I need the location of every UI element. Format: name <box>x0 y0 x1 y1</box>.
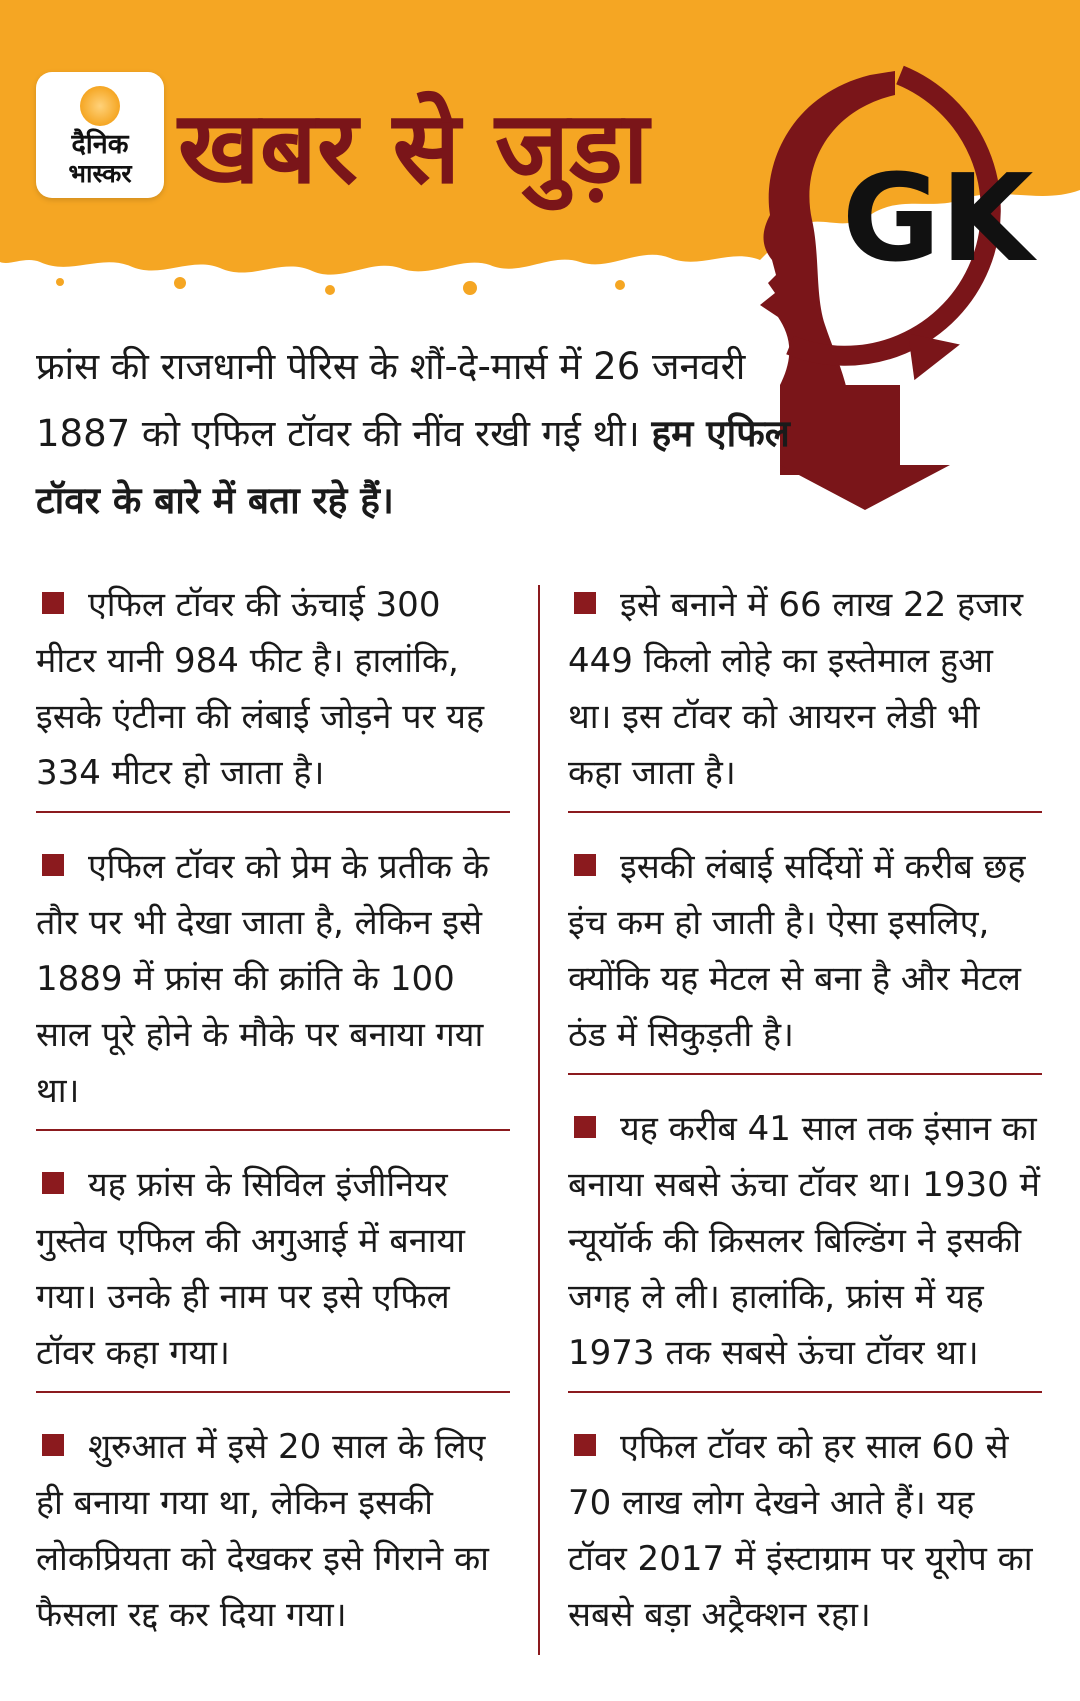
fact-text: एफिल टॉवर की ऊंचाई 300 मीटर यानी 984 फीट है। हालांकि, इसके एंटीना की लंबाई जोड़ने पर यह 334 मीटर हो जाता है। <box>36 585 485 793</box>
dainik-bhaskar-logo <box>36 72 164 198</box>
square-bullet-icon <box>42 1172 64 1194</box>
intro-text: फ्रांस की राजधानी पेरिस के शौं-दे-मार्स में 26 जनवरी 1887 को एफिल टॉवर की नींव रखी गई थी। <box>36 345 746 455</box>
intro-paragraph <box>36 333 796 534</box>
square-bullet-icon <box>574 1116 596 1138</box>
fact-item <box>568 1099 1042 1393</box>
square-bullet-icon <box>574 854 596 876</box>
fact-item <box>36 1417 510 1653</box>
square-bullet-icon <box>574 592 596 614</box>
right-column <box>568 575 1042 1653</box>
fact-text: इसकी लंबाई सर्दियों में करीब छह इंच कम हो जाती है। ऐसा इसलिए, क्योंकि यह मेटल से बना है और मेटल ठंड में सिकुड़ती है। <box>568 847 1026 1055</box>
fact-text: यह फ्रांस के सिविल इंजीनियर गुस्तेव एफिल की अगुआई में बनाया गया। उनके ही नाम पर इसे एफिल टॉवर कहा गया। <box>36 1165 465 1373</box>
square-bullet-icon <box>42 854 64 876</box>
fact-text: शुरुआत में इसे 20 साल के लिए ही बनाया गया था, लेकिन इसकी लोकप्रियता को देखकर इसे गिराने का फैसला रद्द कर दिया गया। <box>36 1427 489 1635</box>
fact-text: एफिल टॉवर को प्रेम के प्रतीक के तौर पर भी देखा जाता है, लेकिन इसे 1889 में फ्रांस की क्रांति के 100 साल पूरे होने के मौके पर बनाया गया था। <box>36 847 489 1111</box>
fact-text: यह करीब 41 साल तक इंसान का बनाया सबसे ऊंचा टॉवर था। 1930 में न्यूयॉर्क की क्रिसलर बिल्डिंग ने इसकी जगह ले ली। हालांकि, फ्रांस में यह 1973 तक सबसे ऊंचा टॉवर था। <box>568 1109 1040 1373</box>
fact-text: एफिल टॉवर को हर साल 60 से 70 लाख लोग देखने आते हैं। यह टॉवर 2017 में इंस्टाग्राम पर यूरोप का सबसे बड़ा अट्रैक्शन रहा। <box>568 1427 1033 1635</box>
gk-badge: GK <box>842 150 1034 289</box>
logo-line-1: दैनिक <box>71 129 129 160</box>
fact-item <box>36 575 510 813</box>
square-bullet-icon <box>42 1434 64 1456</box>
sun-icon <box>80 86 120 126</box>
square-bullet-icon <box>42 592 64 614</box>
fact-item <box>568 575 1042 813</box>
column-divider <box>538 585 540 1655</box>
fact-text: इसे बनाने में 66 लाख 22 हजार 449 किलो लोहे का इस्तेमाल हुआ था। इस टॉवर को आयरन लेडी भी कहा जाता है। <box>568 585 1024 793</box>
fact-item <box>36 837 510 1131</box>
intro-bold-text: हम एफिल टॉवर के बारे में बता रहे हैं। <box>36 412 790 522</box>
logo-line-2: भास्कर <box>68 159 132 188</box>
fact-item <box>568 837 1042 1075</box>
left-column <box>36 575 510 1653</box>
fact-item <box>36 1155 510 1393</box>
fact-item <box>568 1417 1042 1653</box>
square-bullet-icon <box>574 1434 596 1456</box>
headline: खबर से जुड़ा <box>178 89 649 206</box>
